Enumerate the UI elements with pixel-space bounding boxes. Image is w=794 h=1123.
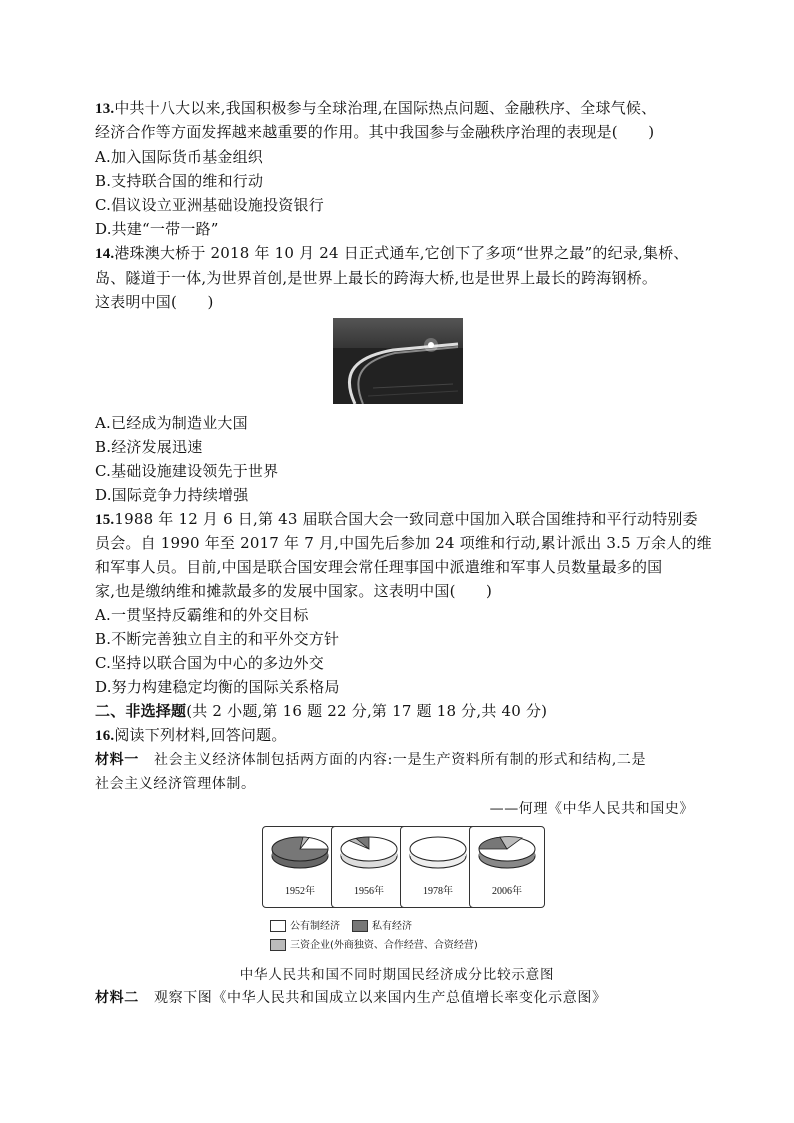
legend-label-foreign: 三资企业(外商独资、合作经营、合资经营) [290,940,478,951]
bridge-photo [333,318,463,404]
material-1-line-2: 社会主义经济管理体制。 [95,776,256,792]
material-1-line-1 [95,748,646,772]
q15-number: 15. [95,512,115,528]
q15-option-b: B.不断完善独立自主的和平外交方针 [95,630,340,648]
pie-1952 [263,827,337,877]
material-1-text: 社会主义经济体制包括两方面的内容:一是生产资料所有制的形式和结构,二是 [153,752,647,768]
pie-1978 [401,827,475,877]
q16-stem: 阅读下列材料,回答问题。 [114,726,287,744]
bridge-illustration [333,318,463,404]
material-2-label: 材料二 [95,990,139,1006]
q13-option-d: D.共建“一带一路” [95,220,219,238]
q14-number: 14. [95,246,115,262]
legend-label-private: 私有经济 [372,921,412,932]
q15-line-2: 员会。自 1990 年至 2017 年 7 月,中国先后参加 24 项维和行动,累计派出 3.5 万余人的维 [95,534,712,552]
q15-option-c: C.坚持以联合国为中心的多边外交 [95,654,324,672]
q15-line-4: 家,也是缴纳维和摊款最多的发展中国家。这表明中国( ) [95,582,493,600]
q14-option-c: C.基础设施建设领先于世界 [95,462,279,480]
material-2-text: 观察下图《中华人民共和国成立以来国内生产总值增长率变化示意图》 [153,990,607,1006]
q16-heading [95,723,287,748]
q14-stem: 港珠澳大桥于 2018 年 10 月 24 日正式通车,它创下了多项“世界之最”的纪录,集桥、 [114,244,689,262]
q14-line-3: 这表明中国( ) [95,293,214,311]
q14-option-a: A.已经成为制造业大国 [95,414,248,432]
q13-line-1 [95,96,656,121]
q14-option-d: D.国际竞争力持续增强 [95,486,249,504]
material-1-label: 材料一 [95,752,139,768]
material-1-source: ——何理《中华人民共和国史》 [489,801,694,817]
section-2-title: 二、非选择题 [95,702,187,720]
material-2-line [95,986,607,1010]
q16-number: 16. [95,728,115,744]
pie-panel-1952 [262,826,338,908]
q15-option-d: D.努力构建稳定均衡的国际关系格局 [95,678,340,696]
pie-panel-2006 [469,826,545,908]
q15-option-a: A.一贯坚持反霸维和的外交目标 [95,606,309,624]
q14-line-1 [95,241,689,266]
section-2-heading [95,699,547,723]
pie-panel-1978 [400,826,476,908]
legend-swatch-public [270,920,286,932]
pie-1956 [332,827,406,877]
q13-stem-cont: 经济合作等方面发挥越来越重要的作用。其中我国参与金融秩序治理的表现是( ) [95,123,655,141]
q13-stem: 中共十八大以来,我国积极参与全球治理,在国际热点问题、金融秩序、全球气候、 [114,99,657,117]
q14-option-b: B.经济发展迅速 [95,438,203,456]
pie-2006 [470,827,544,877]
legend-public [270,917,340,932]
q13-line-2 [95,120,654,144]
q15-stem: 1988 年 12 月 6 日,第 43 届联合国大会一致同意中国加入联合国维持和平行动特别委 [114,510,698,528]
year-label-1956: 1956年 [354,886,384,897]
year-label-2006: 2006年 [492,886,522,897]
legend-private [352,917,412,932]
q13-option-c: C.倡议设立亚洲基础设施投资银行 [95,196,324,214]
q13-option-b: B.支持联合国的维和行动 [95,172,264,190]
figure-caption: 中华人民共和国不同时期国民经济成分比较示意图 [239,967,555,983]
q13-option-a: A.加入国际货币基金组织 [95,148,264,166]
legend-swatch-foreign [270,939,286,951]
q13-number: 13. [95,101,115,117]
legend-label-public: 公有制经济 [290,921,340,932]
q14-line-2: 岛、隧道于一体,为世界首创,是世界上最长的跨海大桥,也是世界上最长的跨海钢桥。 [95,269,658,287]
year-label-1952: 1952年 [285,886,315,897]
legend-swatch-private [352,920,368,932]
section-2-desc: (共 2 小题,第 16 题 22 分,第 17 题 18 分,共 40 分) [186,702,548,720]
pie-panel-1956 [331,826,407,908]
legend-foreign [270,936,478,951]
q15-line-1 [95,507,698,532]
q15-line-3: 和军事人员。目前,中国是联合国安理会常任理事国中派遣维和军事人员数量最多的国 [95,558,663,576]
year-label-1978: 1978年 [423,886,453,897]
